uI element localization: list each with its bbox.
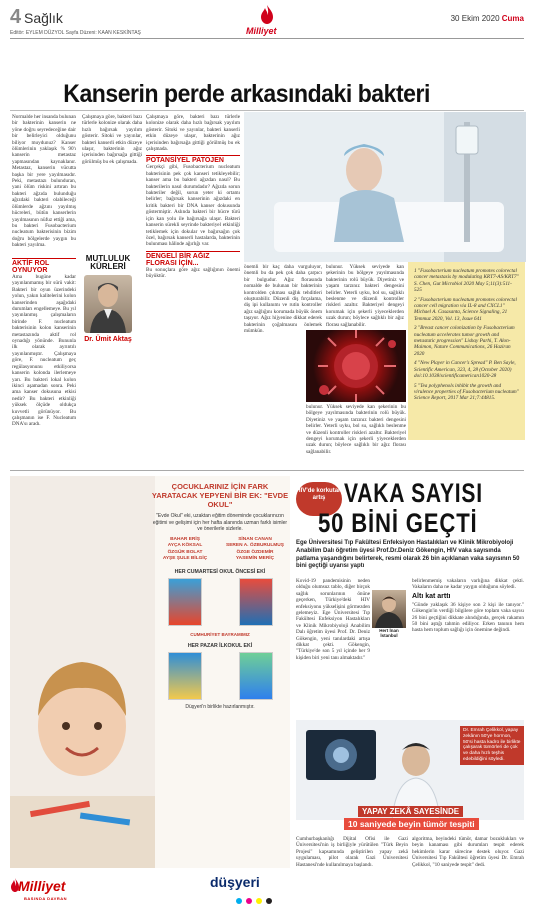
subhead-dengeli: DENGELİ BİR AĞIZ FLORASI İÇİN... xyxy=(146,251,240,267)
contributor-name: YASEMİN MERİÇ xyxy=(235,556,275,561)
contributor-name: BAHAR ERİŞ xyxy=(170,536,200,542)
reference-item: 5 "Tea polyphenols inhibit the growth and virulence properties of Fusobacterium nucleatum" Science Report, 2017 Mar 21;7:44815. xyxy=(414,382,519,402)
contributor-name: SEREN A. ÖZBURULMUŞ xyxy=(226,543,284,548)
article-col3-text: önemli bir kaç daha vurguluyor, önemli bu da pek çok daha çarpıcı bir bulgudur. Ağız florasında nomalde de bulunan bir bakterinin kontrolden çıkması sağlık tehditleri oluşturabilir. Düzenli diş fırçalama, diş ipi kullanımı ve rutin kontroller ağız sağlığını korumada büyük önem taşıyor. Ağız hijyenine dikkat ederek bakterinin çoğalmasını önlemek mümkün. xyxy=(244,264,322,335)
print-color-marks xyxy=(236,898,272,904)
article-headline: Kanserin perde arkasındaki bakteri xyxy=(63,80,430,108)
yellow-dot xyxy=(256,898,262,904)
magenta-dot xyxy=(246,898,252,904)
milliyet-logo: Milliyet xyxy=(246,26,277,36)
reference-item: 4 "New Player in Cancer's Spread" P. Ben Sayle, Scientific American, 323, 4, 28 (October 2020) doi:10.1038/scientificamerican1020-28 xyxy=(414,360,516,380)
issue-date: 30 Ekim 2020 xyxy=(450,14,500,23)
professor-caption: Hert İnan İstanbul xyxy=(379,628,399,638)
article-col4-text: bulunur. Yüksek seviyede kan şekerinin bu bölgeye yayılmasında bakterinin rolü büyük. Diyetiniz ve yaşam tarzınız bakteri dengesini belirler. Yeterli uyku, bol su, sağlıklı beslenme ve düzenli kontroller riskleri azaltır. Bakteriyel dengeyi korumak için şekerli yiyeceklerden uzak durun; böylece sağlıklı bir ağız florası sağlanabilir. xyxy=(326,264,404,328)
magazine-cover xyxy=(168,652,202,700)
reference-item: 3 "Breast cancer colonization by Fusobacterium nucleatum accelerates tumor growth and metastatic progression" Lishay Parhi, T. Alon-Maimon, Nature Communications, 26 Haziran 2020 xyxy=(414,325,515,357)
magazine-cover-title: CUMHURİYET BAYRAMIMIZ xyxy=(190,631,250,637)
smiling-child-illustration xyxy=(10,476,155,868)
bacteria-micrograph xyxy=(306,330,406,402)
article-col1-text: Ama bugüne kadar yayınlanmamış bir sürü vakit: Bakteri bir oyun üzerindeki yolun, yakın kalitelerini kolon kanserinden aşağıdaki durumları engellemeye. Bu yıl yayınlanmış çalışmaların birinde F. nucleatum bakterisinin kolon kanserinin metastazında aktif rol oynadığı yönünde. Bununla ilk olarak ayrıntılı yayınlanmıştır. Çalışmaya göre, F. nucleatum geç regülasyonunu etkiliyorsa kanserin kolonda ilerlemeye yarı. Bu bakteri lokal kolon ikinci aşamadan sonra. Peki ama kanser dokusuna etkisi nedir? Bu bakteri etkinliği yüksek ölçüde oldukça kuvvetli görünüyor. Bu çalışmanın ise F. Nucleatum DNA'sı aradı. xyxy=(12,274,76,428)
subhead-potansiyel: POTANSİYEL PATOJEN xyxy=(146,155,240,164)
advert-text-block xyxy=(150,482,290,710)
advert-headline: ÇOCUKLARINIZ İÇİN FARK YARATACAK YEPYENİ BİR EK: "EVDE OKUL" xyxy=(151,482,289,509)
ai-column-2 xyxy=(412,836,524,876)
dusyeri-logo: düşyeri xyxy=(210,874,260,890)
contributor-list xyxy=(150,537,290,563)
hiv-headline-line1: VAKA SAYISI xyxy=(344,478,483,508)
footer-tagline: BASINDA DAVRAN xyxy=(24,896,67,901)
hiv-col2-lead: belirlenmemiş vakaların varlığına dikkat çekti. Vakaların daha ne kadar yaygın olduğunu söyledi. xyxy=(412,578,524,591)
milliyet-flame-icon xyxy=(256,4,278,26)
column-title: MUTLULUK KÜRLERİ xyxy=(85,254,131,271)
hiv-col2-text: "Günde yaklaşık 36 kişiye son 2 kişi ile tanıyor." Gökengin'in verdiği bilgilere göre toplam vaka sayısı 26 bini geçtiğini dikkate alındığında, gerçek rakamın 50 bini aştığı tahmin ediliyor. Erken tanının hem hasta hem toplum sağlığı için önemine değindi. xyxy=(412,601,524,634)
hiv-column-2 xyxy=(412,578,524,718)
references-box xyxy=(408,262,525,440)
author-name xyxy=(78,336,138,343)
page-footer xyxy=(10,874,524,910)
section-title: Sağlık xyxy=(24,10,63,26)
sunday-supplement-label: HER PAZAR İLKOKUL EKİ xyxy=(187,642,253,649)
header-rule xyxy=(10,38,524,39)
author-box xyxy=(78,255,138,373)
magazine-cover xyxy=(168,578,202,626)
ai-column-1 xyxy=(296,836,408,876)
headline-rule xyxy=(10,110,524,111)
article-col4-bottom-text: bulunur. Yüksek seviyede kan şekerinin bu bölgeye yayılmasında bakterinin rolü büyük. Diyetiniz ve yaşam tarzınız bakteri dengesini belirler. Yeterli uyku, bol su, sağlıklı beslenme ve düzenli kontroller riskleri azaltır. Bakteriyel dengeyi korumak için şekerli yiyeceklerden uzak durun; böylece sağlıklı bir ağız florası sağlanabilir. xyxy=(306,404,406,455)
hiv-subhead: Altı kat arttı xyxy=(412,592,451,600)
magazine-cover xyxy=(239,652,273,700)
professor-photo xyxy=(372,590,406,628)
editor-credits: Editör: EYLEM DÜZYOL Sayfa Düzeni: KAAN KESKİNTAŞ xyxy=(10,30,141,36)
issue-weekday: Cuma xyxy=(501,14,524,23)
hiv-kicker-bubble: HIV'de korkutan artış xyxy=(296,482,342,516)
hospital-patient-photo xyxy=(244,112,526,262)
article-column-1-body xyxy=(12,258,76,466)
contributor-name: ÖZGE ÖZDEMİR xyxy=(236,549,274,555)
article-col2-tail: Bu sonuçlara göre ağız sağlığının önemi büyüktür. xyxy=(146,266,240,280)
child-drawing-photo xyxy=(10,476,155,868)
saturday-supplement-label: HER CUMARTESİ OKUL ÖNCESİ EKİ xyxy=(174,568,266,575)
magazine-cover xyxy=(239,578,273,626)
reference-item: 1 "Fusobacterium nucleatum promotes colorectal cancer metastasis by modulating KRT7-AS/KRT7" S. Chen, Gut Microbiol 2020 May 5;11(3):511-525 xyxy=(414,268,519,294)
bacteria-cell-icon xyxy=(306,330,406,402)
article-col2-text: Gerçekçi gibi, Fusobacterium nucleatum bakterisinin pek çok kanseri tetikleyebilir; kanser ama bu bakteri ağızdan nasıl? Bu bakterilerin nasıl durumdadır? Ağızda sorun bakteriler değil, sorun yeter ki ortamı belirler; bağırsak kanserinin ağızdaki en kritik bakteri bir DNA kanser dokusunda göstermiştir. Aslında bakteri bir hücre türü için kan yolu ile bağırsağa ulaşır. Bakteri kanserin sürekli seyrinde bakteriyel etkinliği tetiklemek için dokular ve bağırsağın çok özel, bağırsak kanserli hastalarda, bakterinin bulunması hâlinde ağırlığı var. xyxy=(146,164,240,248)
article-column-4 xyxy=(326,264,404,328)
reference-item: 2 "Fusobacterium nucleatum promotes colorectal cancer cell migration via IL-8 and CXCL1" Michael A. Casasanta, Science Signaling, 21 Temmuz 2020, Vol. 13, Issue 641 xyxy=(414,296,517,322)
ai-col2-text: algoritma, beyindeki tümör, damar bozuklukları ve beyin kanaması gibi durumları tespit ederek hekimlerin karar sürecine destek oluyor. Gazi Üniversitesi Tıp Fakültesi öğretim üyesi Dr. Emrah Çelikkol, "10 saniyede tespit" dedi. xyxy=(412,836,524,868)
black-dot xyxy=(266,898,272,904)
date-line xyxy=(451,14,524,23)
article-column-2-top xyxy=(82,114,142,254)
patient-in-bed-illustration xyxy=(244,112,526,262)
contributor-name: ÖZGÜR BOLAT xyxy=(167,549,203,555)
hiv-col1-text: Kovid-19 pandemisinin neden olduğu olumsuz tablo, diğer birçok sağlık sorunlarının önüne geçerken, Türkiye'deki HIV enfeksiyonu yükselişini görmezden gelemeyiz. Ege Üniversitesi Tıp Fakültesi Enfeksiyon Hastalıkları ve Klinik Mikrobiyoloji Anabilim Dalı öğretim üyesi Prof. Dr. Deniz Gökengin, yeni tanılardaki artışa dikkat çekti. Gökengin, "Türkiye'de son 5 yıl içinde her 9 kişiden biri yeni tanı almaktadır." xyxy=(296,578,370,661)
professor-portrait-icon xyxy=(372,590,406,628)
cyan-dot xyxy=(236,898,242,904)
evde-okul-advert xyxy=(10,476,290,868)
author-photo xyxy=(84,275,132,333)
article-col2-intro: Çalışmaya göre, bakteri bazı türlerle kolonize olarak daha hızlı bağırsak yayılım gösterir. Sitoki ve yayınlar, bakteri kanserli etkin düzeye ulaşır, bakterinin ağız içerisinden bağırsağa gittiği görülmüş bu ek çalışmada. xyxy=(146,114,240,153)
ai-photo-caption: Dr. Emrah Çelikkol, yapay zekânın 50'ye hormon, 50'si hasta kadro ile birlikte çalışarak tümörleri de çok ve daha hızlı teşhis edebildiğini söyledi. xyxy=(460,726,524,765)
section-divider xyxy=(10,470,524,471)
author-prefix: Dr. xyxy=(84,336,94,343)
article-column-4-bottom xyxy=(306,404,406,466)
contributor-name: AYŞE ŞULE BİLGİÇ xyxy=(162,556,208,561)
ai-headline-line2: 10 saniyede beyin tümör tespiti xyxy=(344,818,479,830)
ai-headline-line1: YAPAY ZEKÂ SAYESİNDE xyxy=(358,806,463,817)
sunday-magazine-covers xyxy=(150,649,290,700)
advert-footer-line: Düşyeri'n birlikte hazırlanmıştır. xyxy=(185,703,255,710)
section-number: 4 xyxy=(10,6,22,28)
subhead-aktif-rol: AKTİF ROL OYNUYOR xyxy=(12,258,76,274)
contributor-name: SİNAN CANAN xyxy=(238,536,272,542)
hiv-headline-line2: 50 BİNİ GEÇTİ xyxy=(318,508,478,538)
advert-description: "Evde Okul" eki, uzaktan eğitim döneminde çocuklarınızın eğitimi ve gelişimi için her hafta alanında uzman farklı isimler ve önerilerle sizlerle. xyxy=(152,513,288,532)
hiv-lead-paragraph: Ege Üniversitesi Tıp Fakültesi Enfeksiyon Hastalıkları ve Klinik Mikrobiyoloji Anabilim Dalı öğretim üyesi Prof.Dr.Deniz Gökengin, HIV vaka sayısında patlama yaşandığını belirterek, resmi olarak 26 bin açıklanan vaka sayısının 50 bini geçtiği uyarısı yaptı xyxy=(296,540,520,570)
contributor-name: AYÇA KÖKSAL xyxy=(167,543,203,548)
footer-milliyet-logo: Milliyet xyxy=(18,878,66,894)
ai-col1-text: Cumhurbaşkanlığı Dijital Ofisi ile Gazi Üniversitesi'nin iş birliğiyle yürütülen "Türk Beyin Projesi" kapsamında geliştirilen yapay zekâ uygulaması, pilot olarak Gazi Üniversitesi Hastanesi'nde kullanılmaya başlandı. xyxy=(296,836,408,868)
article-column-2 xyxy=(146,114,240,466)
saturday-magazine-covers xyxy=(150,575,290,626)
author-name-text: Ümit Aktaş xyxy=(95,336,132,343)
page-header xyxy=(10,4,524,38)
article-col2-top-text: Çalışmaya göre, bakteri bazı türlerle kolonize olarak daha hızlı bağırsak yayılım gösterir. Sitoki ve yayınlar, bakteri kanserli etkin düzeye ulaşır, bakterinin ağız içerisinden bağırsağa gittiği görülmüş bu ek çalışmada. xyxy=(82,114,142,165)
article-column-1-intro xyxy=(12,114,76,258)
author-portrait-icon xyxy=(84,275,132,333)
article-intro-text: Normalde her insanda bulunan bir bakterinin kanserin ne yöne doğru seyredeceğine dair bir belirleyici olduğunu biliyor muydunuz? Kanser ölümlerinin yaklaşık % 90'ı kanserin metastaz yapmasından kaynaklanır. Metastaz, kanserin vücutta başka bir yere yayılmasıdır. Peki, metastazı bulunduran, yani ölüm riskini artıran bu bakteri ağzıda bulunduğu ağızdaki bakteri olabileceği ölümlerde ağzını yayılmış hücreleri, bütün kanserlerin yayılmasının nüfuz ettiği ama, bu bakteri Fusobacterium nucleatum bakterisinin bizim doğru bölgelerde yaygın bu bakteri yayılma. xyxy=(12,114,76,249)
